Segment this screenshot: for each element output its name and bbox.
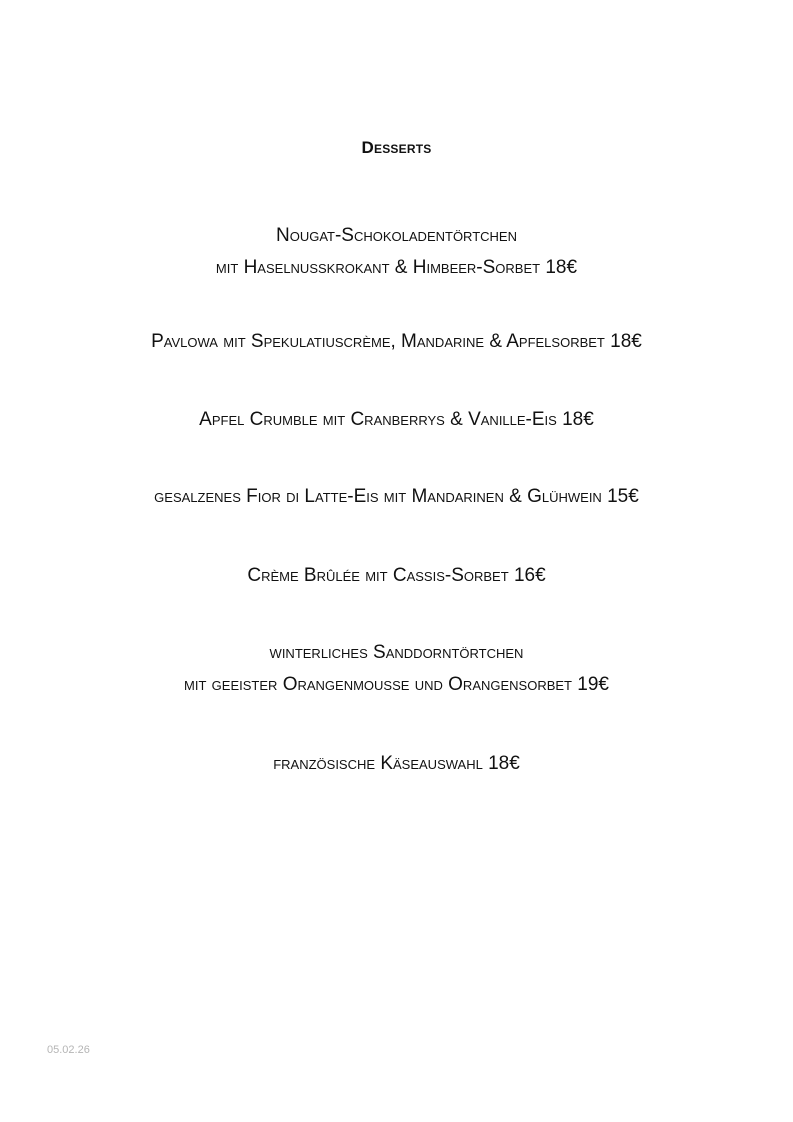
menu-item-nougat-tart	[0, 220, 793, 284]
menu-item-line: mit geeister Orangenmousse und Orangensorbet 19€	[184, 674, 609, 695]
menu-item-line: winterliches Sanddorntörtchen	[269, 642, 524, 663]
menu-item-line: Apfel Crumble mit Cranberrys & Vanille-Eis 18€	[199, 409, 594, 430]
menu-item-cheese-selection	[0, 748, 793, 780]
menu-item-fior-di-latte	[0, 481, 793, 513]
menu-item-line: französische Käseauswahl 18€	[273, 753, 520, 774]
page-title: Desserts	[361, 138, 432, 157]
footer-date: 05.02.26	[47, 1044, 90, 1056]
menu-item-line: Pavlowa mit Spekulatiuscrème, Mandarine & Apfelsorbet 18€	[151, 331, 642, 352]
menu-item-line: mit Haselnusskrokant & Himbeer-Sorbet 18€	[215, 257, 578, 278]
menu-item-line: gesalzenes Fior di Latte-Eis mit Mandarinen & Glühwein 15€	[154, 486, 639, 507]
menu-item-line: Crème Brûlée mit Cassis-Sorbet 16€	[247, 565, 546, 586]
menu-item-pavlova	[0, 326, 793, 358]
menu-item-line: Nougat-Schokoladentörtchen	[276, 225, 517, 246]
menu-item-creme-brulee	[0, 560, 793, 592]
menu-item-sea-buckthorn-tart	[0, 637, 793, 701]
menu-item-apple-crumble	[0, 404, 793, 436]
